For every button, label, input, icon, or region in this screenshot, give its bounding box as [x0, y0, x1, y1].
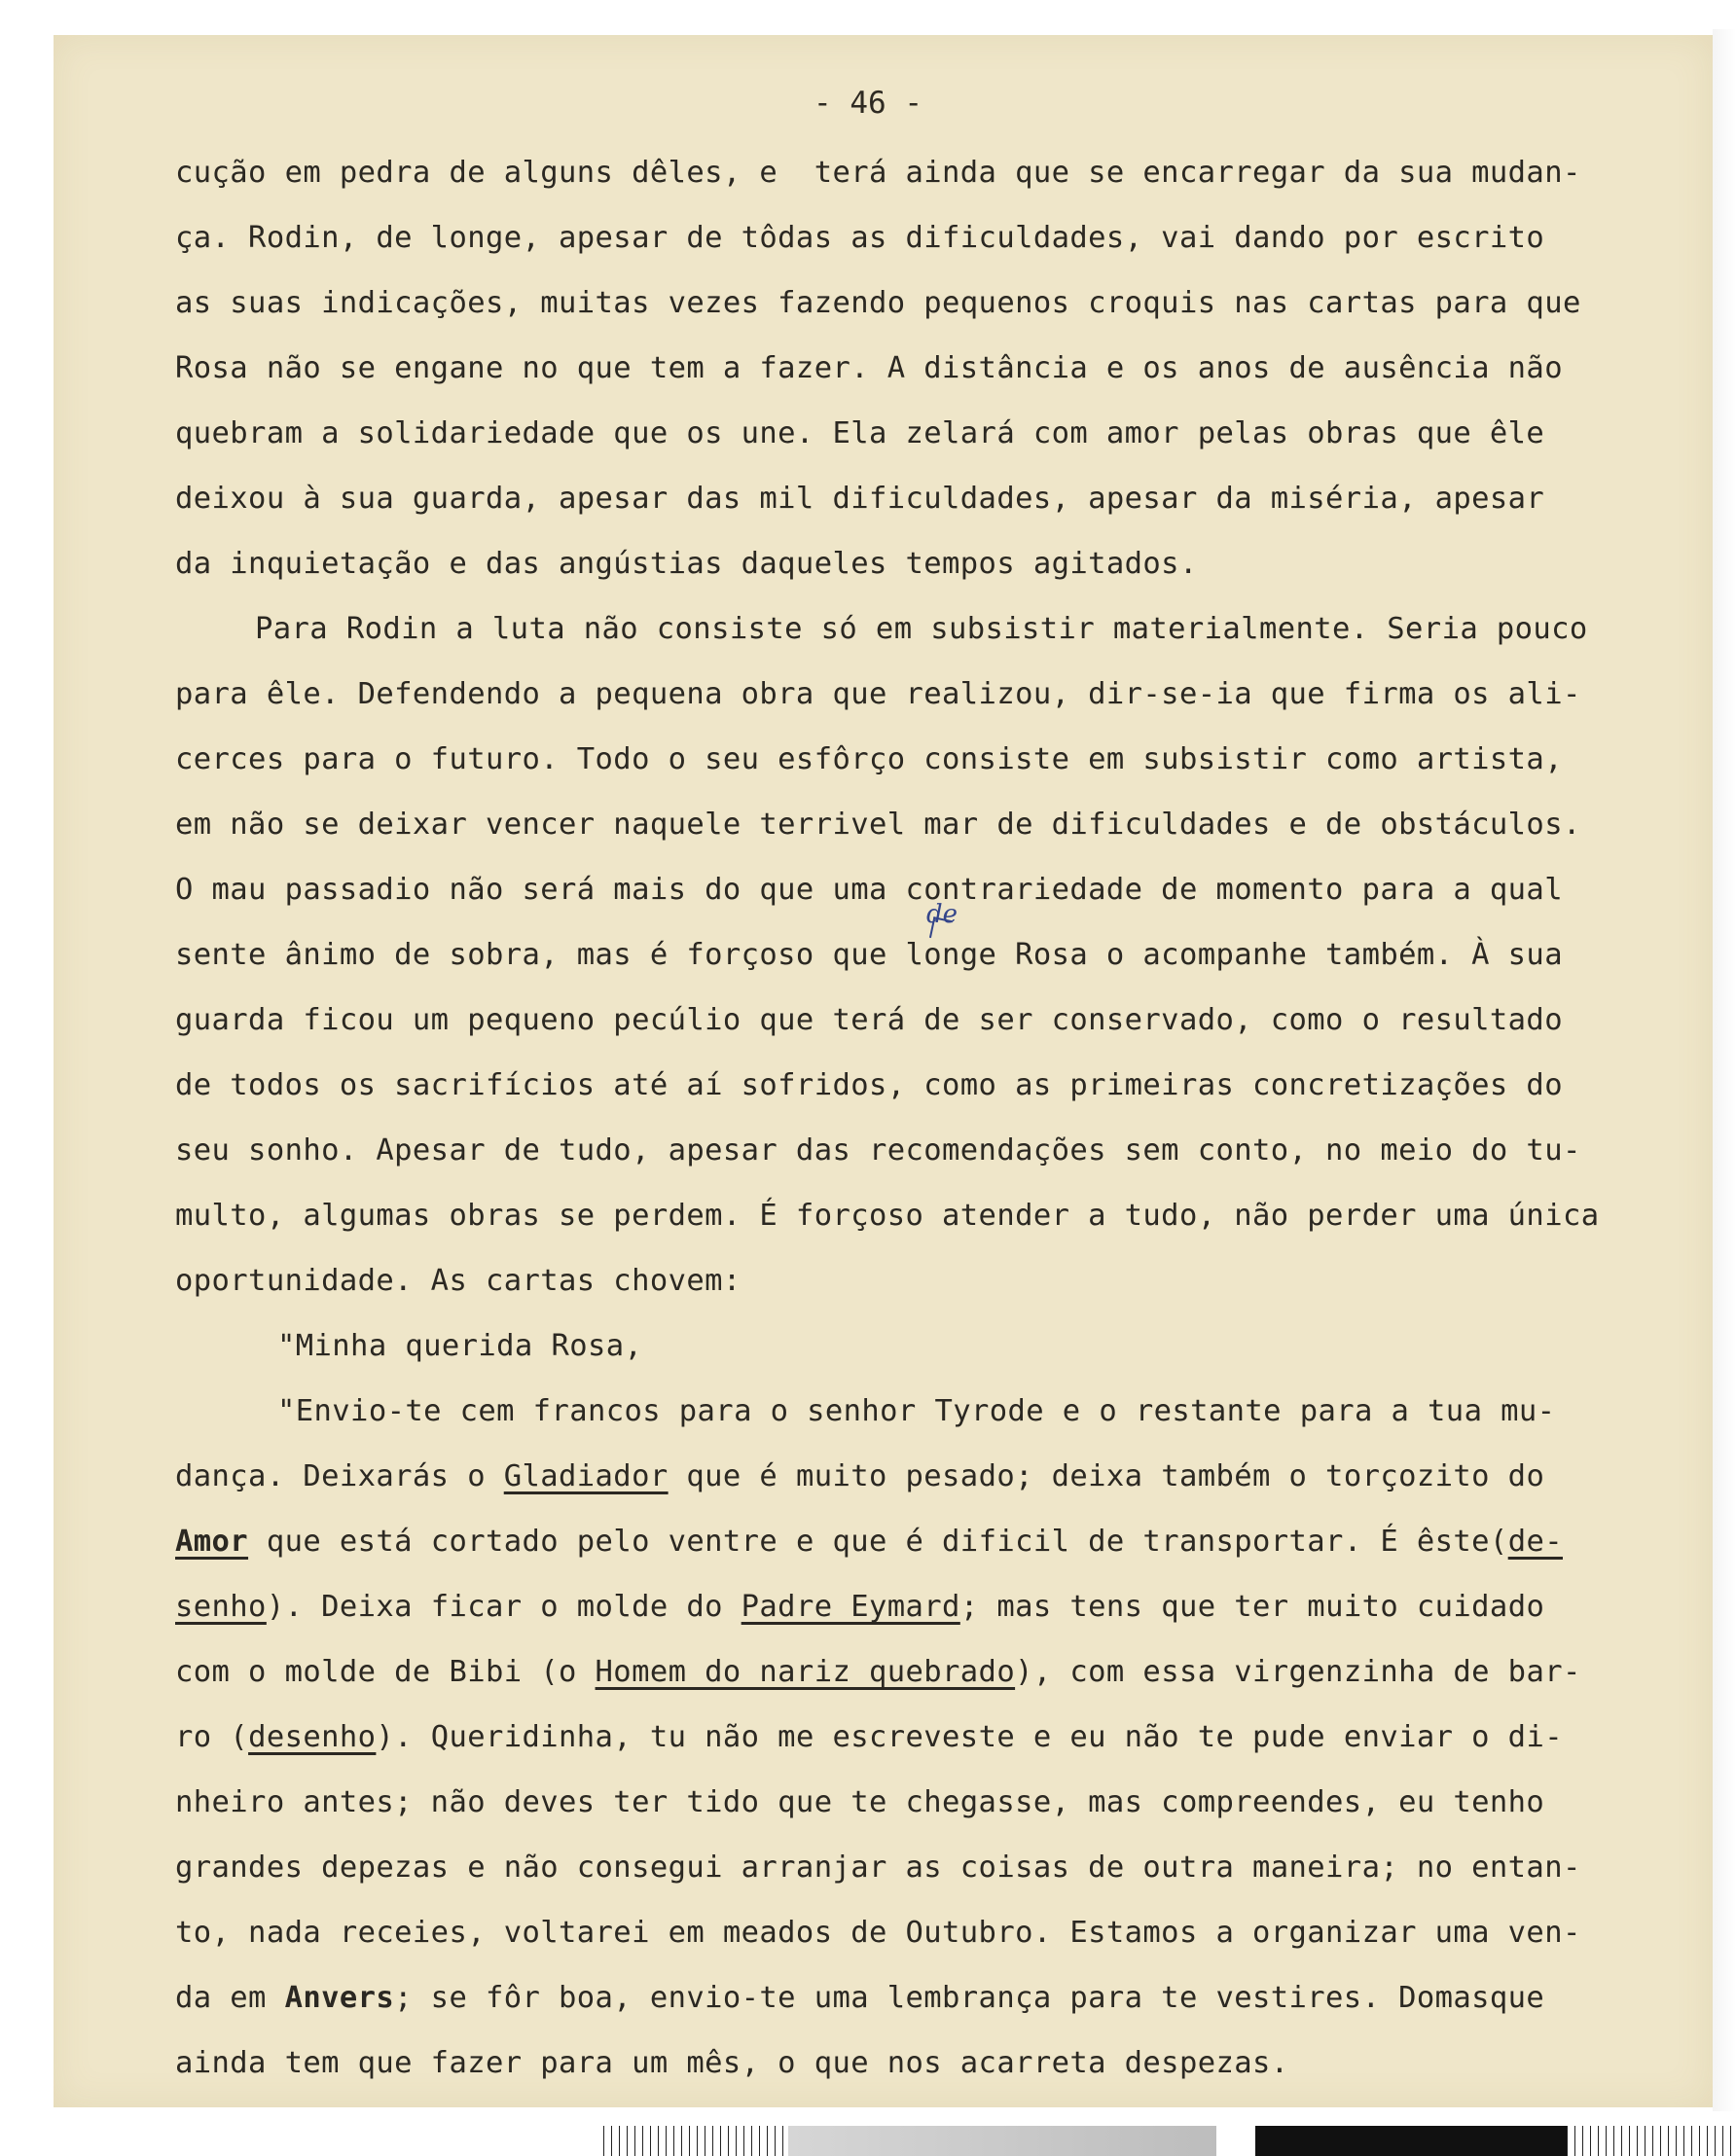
text-segment: ; mas tens que ter muito cuidado	[959, 1590, 1545, 1624]
ruler-black-bar	[1255, 2126, 1567, 2156]
underlined-title-padre-eymard: Padre Eymard	[741, 1590, 960, 1624]
text-line-10: cerces para o futuro. Todo o seu esfôrço consiste em subsistir como artista,	[175, 742, 1563, 776]
text-line-15: de todos os sacrifícios até aí sofridos, como as primeiras concretizações do	[175, 1068, 1563, 1102]
text-line-8: Para Rodin a luta não consiste só em subsistir materialmente. Seria pouco	[255, 612, 1588, 646]
ruler-gray-bar	[788, 2126, 1216, 2156]
text-segment: com o molde de Bibi (o	[175, 1655, 596, 1689]
text-line-23	[175, 1588, 1544, 1627]
text-line-2: ça. Rodin, de longe, apesar de tôdas as dificuldades, vai dando por escrito	[175, 221, 1545, 255]
page-edge	[1713, 29, 1736, 2111]
ruler-ticks	[1567, 2126, 1736, 2156]
text-line-16: seu sonho. Apesar de tudo, apesar das recomendações sem conto, no meio do tu-	[175, 1133, 1581, 1168]
underlined-title-gladiador: Gladiador	[503, 1459, 669, 1493]
underlined-title-homem-do-nariz-quebrado: Homem do nariz quebrado	[595, 1655, 1016, 1689]
text-segment: da em	[175, 1981, 285, 2015]
text-segment: que é muito pesado; deixa também o torçozito do	[668, 1459, 1545, 1493]
text-line-13: sente ânimo de sobra, mas é forçoso que longe Rosa o acompanhe também. À sua	[175, 938, 1563, 972]
underlined-word-desenho: senho	[175, 1590, 267, 1624]
text-line-4: Rosa não se engane no que tem a fazer. A distância e os anos de ausência não	[175, 351, 1563, 385]
text-line-5: quebram a solidariedade que os une. Ela zelará com amor pelas obras que êle	[175, 416, 1545, 450]
text-line-20: "Envio-te cem francos para o senhor Tyrode e o restante para a tua mu-	[277, 1394, 1556, 1428]
text-segment: ). Deixa ficar o molde do	[266, 1590, 741, 1624]
page-number: - 46 -	[814, 86, 922, 121]
text-segment: ro (	[175, 1720, 249, 1754]
text-line-24	[175, 1653, 1581, 1692]
ruler-ticks	[603, 2126, 788, 2156]
text-segment: ; se fôr boa, envio-te uma lembrança para te vestires. Domasque	[394, 1981, 1545, 2015]
text-line-12: O mau passadio não será mais do que uma contrariedade de momento para a qual	[175, 873, 1563, 907]
text-line-27: grandes depezas e não consegui arranjar as coisas de outra maneira; no entan-	[175, 1851, 1581, 1885]
text-segment: ), com essa virgenzinha de bar-	[1015, 1655, 1581, 1689]
text-line-14: guarda ficou um pequeno pecúlio que terá de ser conservado, como o resultado	[175, 1003, 1563, 1037]
handwritten-insert: de	[926, 900, 958, 929]
text-line-7: da inquietação e das angústias daqueles tempos agitados.	[175, 547, 1198, 581]
underlined-word-desenho: desenho	[248, 1720, 377, 1754]
bold-word-anvers: Anvers	[284, 1981, 395, 2015]
text-line-17: multo, algumas obras se perdem. É forçoso atender a tudo, não perder uma única	[175, 1199, 1600, 1233]
text-line-30: ainda tem que fazer para um mês, o que nos acarreta despezas.	[175, 2046, 1289, 2080]
text-line-22	[175, 1523, 1563, 1562]
text-line-25	[175, 1718, 1563, 1757]
text-segment: ). Queridinha, tu não me escreveste e eu não te pude enviar o di-	[376, 1720, 1563, 1754]
text-line-29	[175, 1979, 1544, 2018]
underlined-title-amor: Amor	[175, 1525, 249, 1559]
text-segment: que está cortado pelo ventre e que é dificil de transportar. É êste(	[248, 1525, 1508, 1559]
text-line-18: oportunidade. As cartas chovem:	[175, 1264, 741, 1298]
text-line-28: to, nada receies, voltarei em meados de Outubro. Estamos a organizar uma ven-	[175, 1916, 1581, 1950]
text-line-21	[175, 1457, 1544, 1496]
text-line-26: nheiro antes; não deves ter tido que te chegasse, mas compreendes, eu tenho	[175, 1785, 1545, 1819]
letter-salutation: "Minha querida Rosa,	[277, 1329, 643, 1363]
text-line-1: cução em pedra de alguns dêles, e terá ainda que se encarregar da sua mudan-	[175, 156, 1581, 190]
underlined-word-desenho: de-	[1507, 1525, 1563, 1559]
scan-ruler	[603, 2126, 1736, 2156]
text-line-11: em não se deixar vencer naquele terrivel mar de dificuldades e de obstáculos.	[175, 808, 1581, 842]
text-segment: dança. Deixarás o	[175, 1459, 504, 1493]
text-line-9: para êle. Defendendo a pequena obra que realizou, dir-se-ia que firma os ali-	[175, 677, 1581, 711]
text-line-3: as suas indicações, muitas vezes fazendo pequenos croquis nas cartas para que	[175, 286, 1581, 320]
text-line-6: deixou à sua guarda, apesar das mil dificuldades, apesar da miséria, apesar	[175, 482, 1545, 516]
